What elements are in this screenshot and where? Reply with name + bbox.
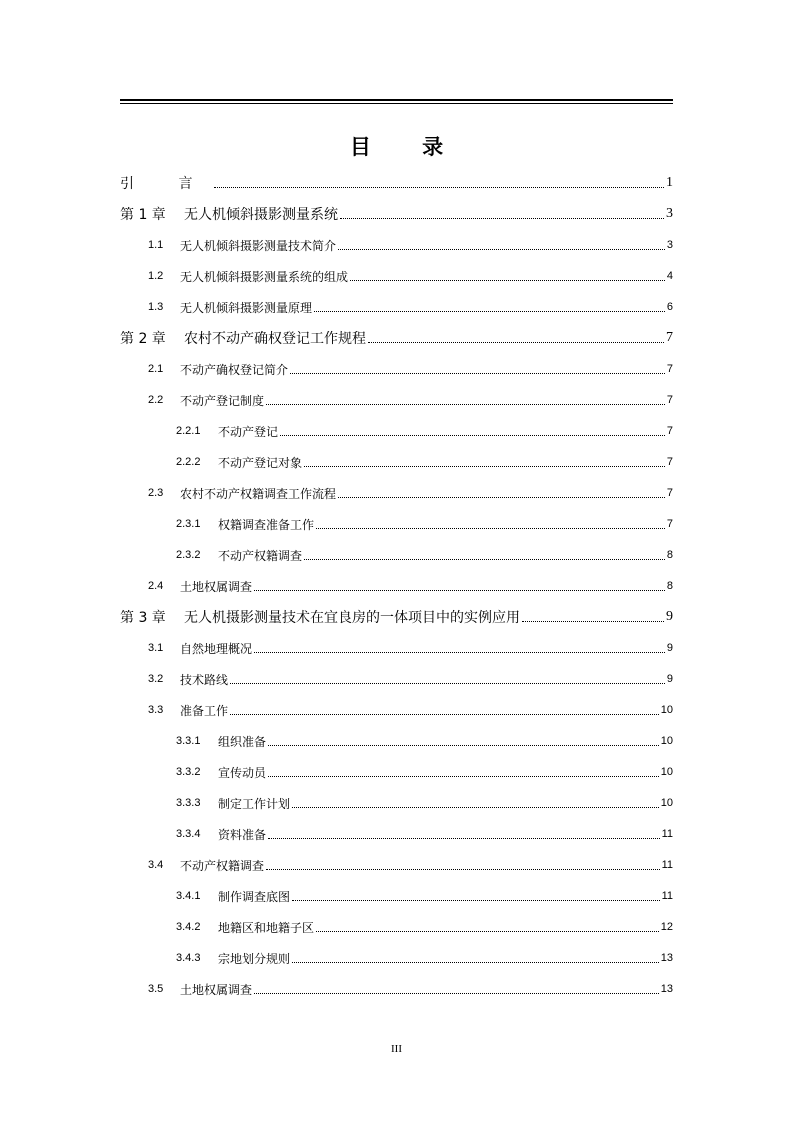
header-rule-thin [120, 103, 673, 104]
toc-leader-dots [254, 993, 659, 994]
toc-entry-1-3[interactable] [120, 296, 673, 318]
toc-entry-number: 3.1 [148, 642, 164, 654]
toc-leader-dots [350, 280, 665, 281]
toc-entry-2-3-1[interactable] [120, 513, 673, 535]
toc-entry-number: 3.4.2 [176, 921, 201, 933]
toc-entry-2-2-1[interactable] [120, 420, 673, 442]
toc-entry-label: 农村不动产确权登记工作规程 [184, 331, 366, 347]
toc-leader-dots [304, 466, 665, 467]
toc-leader-dots [338, 497, 665, 498]
toc-leader-dots [292, 807, 659, 808]
toc-leader-dots [338, 249, 665, 250]
toc-entry-label: 无人机摄影测量技术在宜良房的一体项目中的实例应用 [184, 610, 520, 626]
toc-entry-3-1[interactable] [120, 637, 673, 659]
toc-entry-page: 10 [660, 797, 673, 809]
toc-entry-label: 不动产确权登记简介 [180, 362, 289, 377]
toc-entry-page: 11 [661, 859, 673, 871]
toc-entry-chapter-1[interactable] [120, 203, 673, 225]
toc-entry-number: 3.3.3 [176, 797, 201, 809]
toc-entry-page: 13 [660, 952, 673, 964]
toc-entry-label: 无人机倾斜摄影测量技术简介 [180, 238, 337, 253]
toc-entry-3-3-2[interactable] [120, 761, 673, 783]
toc-leader-dots [230, 683, 665, 684]
toc-leader-dots [368, 342, 664, 343]
toc-leader-dots [230, 714, 659, 715]
toc-entry-label: 无人机倾斜摄影测量系统 [184, 207, 338, 223]
toc-entry-number: 2.2.1 [176, 425, 201, 437]
toc-leader-dots [292, 962, 659, 963]
toc-entry-number: 1.3 [148, 301, 164, 313]
page-number-footer: III [391, 1043, 402, 1055]
toc-entry-page: 7 [666, 363, 673, 375]
toc-entry-page: 9 [666, 673, 673, 685]
toc-entry-2-2-2[interactable] [120, 451, 673, 473]
toc-entry-number: 2.2.2 [176, 456, 201, 468]
toc-entry-number: 3.4 [148, 859, 164, 871]
toc-entry-label: 技术路线 [180, 672, 229, 687]
toc-entry-page: 11 [661, 828, 673, 840]
toc-entry-3-4[interactable] [120, 854, 673, 876]
toc-leader-dots [268, 776, 659, 777]
toc-entry-page: 6 [666, 301, 673, 313]
toc-leader-dots [314, 311, 665, 312]
toc-entry-page: 8 [666, 580, 673, 592]
toc-entry-number: 3.4.1 [176, 890, 201, 902]
toc-entry-label: 引 言 [120, 176, 213, 192]
toc-entry-1-1[interactable] [120, 234, 673, 256]
toc-entry-number: 1.2 [148, 270, 164, 282]
toc-leader-dots [268, 745, 659, 746]
toc-entry-page: 10 [660, 766, 673, 778]
toc-entry-page: 8 [666, 549, 673, 561]
toc-entry-label: 不动产登记 [218, 424, 279, 439]
toc-entry-page: 7 [666, 394, 673, 406]
toc-entry-page: 9 [666, 642, 673, 654]
toc-entry-3-4-1[interactable] [120, 885, 673, 907]
toc-entry-label: 宣传动员 [218, 765, 267, 780]
toc-leader-dots [316, 931, 659, 932]
toc-entry-label: 农村不动产权籍调查工作流程 [180, 486, 337, 501]
toc-entry-3-5[interactable] [120, 978, 673, 1000]
toc-leader-dots [292, 900, 660, 901]
toc-entry-label: 无人机倾斜摄影测量原理 [180, 300, 313, 315]
toc-entry-label: 不动产登记对象 [218, 455, 303, 470]
toc-entry-page: 7 [666, 518, 673, 530]
toc-entry-page: 11 [661, 890, 673, 902]
toc-entry-page: 10 [660, 704, 673, 716]
toc-entry-3-4-2[interactable] [120, 916, 673, 938]
toc-entry-page: 7 [666, 425, 673, 437]
toc-entry-page: 4 [666, 270, 673, 282]
toc-entry-number: 3.3.1 [176, 735, 201, 747]
toc-entry-label: 资料准备 [218, 827, 267, 842]
toc-entry-3-3-1[interactable] [120, 730, 673, 752]
toc-entry-label: 准备工作 [180, 703, 229, 718]
toc-entry-2-2[interactable] [120, 389, 673, 411]
toc-entry-number: 2.2 [148, 394, 164, 406]
toc-entry-3-3-4[interactable] [120, 823, 673, 845]
toc-entry-3-2[interactable] [120, 668, 673, 690]
toc-leader-dots [522, 621, 664, 622]
toc-leader-dots [304, 559, 665, 560]
toc-leader-dots [266, 404, 665, 405]
toc-leader-dots [254, 590, 665, 591]
toc-entry-2-4[interactable] [120, 575, 673, 597]
toc-leader-dots [266, 869, 660, 870]
toc-entry-page: 7 [666, 330, 673, 345]
toc-entry-label: 权籍调查准备工作 [218, 517, 315, 532]
toc-entry-page: 7 [666, 487, 673, 499]
toc-entry-page: 10 [660, 735, 673, 747]
toc-entry-page: 3 [666, 239, 673, 251]
toc-entry-page: 12 [660, 921, 673, 933]
toc-leader-dots [268, 838, 660, 839]
toc-entry-label: 无人机倾斜摄影测量系统的组成 [180, 269, 349, 284]
toc-entry-number: 2.3.1 [176, 518, 201, 530]
toc-entry-number: 3.4.3 [176, 952, 201, 964]
toc-entry-chapter-2[interactable] [120, 327, 673, 349]
toc-entry-label: 自然地理概况 [180, 641, 253, 656]
toc-entry-label: 组织准备 [218, 734, 267, 749]
toc-entry-number: 1.1 [148, 239, 164, 251]
toc-entry-chapter-3[interactable] [120, 606, 673, 628]
toc-entry-number: 3.2 [148, 673, 164, 685]
toc-entry-number: 3.3 [148, 704, 164, 716]
toc-entry-number: 2.4 [148, 580, 164, 592]
toc-entry-2-3-2[interactable] [120, 544, 673, 566]
toc-entry-number: 2.3.2 [176, 549, 201, 561]
toc-entry-page: 13 [660, 983, 673, 995]
toc-entry-number: 2.3 [148, 487, 164, 499]
toc-entry-number: 3.3.4 [176, 828, 201, 840]
page-title: 目 录 [349, 135, 466, 159]
header-rule-thick [120, 99, 673, 101]
toc-leader-dots [340, 218, 664, 219]
toc-entry-number: 第 1 章 [120, 207, 166, 223]
toc-entry-page: 7 [666, 456, 673, 468]
toc-entry-2-3[interactable] [120, 482, 673, 504]
toc-entry-page: 1 [666, 175, 673, 190]
toc-entry-label: 不动产登记制度 [180, 393, 265, 408]
toc-leader-dots [280, 435, 665, 436]
toc-entry-number: 3.3.2 [176, 766, 201, 778]
toc-leader-dots [254, 652, 665, 653]
toc-entry-label: 土地权属调查 [180, 982, 253, 997]
toc-entry-3-3-3[interactable] [120, 792, 673, 814]
toc-entry-label: 制定工作计划 [218, 796, 291, 811]
toc-entry-number: 2.1 [148, 363, 164, 375]
toc-entry-label: 不动产权籍调查 [218, 548, 303, 563]
toc-leader-dots [316, 528, 665, 529]
toc-entry-number: 第 3 章 [120, 610, 166, 626]
toc-entry-label: 宗地划分规则 [218, 951, 291, 966]
toc-entry-3-3[interactable] [120, 699, 673, 721]
toc-leader-dots [290, 373, 665, 374]
toc-entry-label: 地籍区和地籍子区 [218, 920, 315, 935]
toc-entry-number: 3.5 [148, 983, 164, 995]
toc-entry-intro[interactable] [120, 172, 673, 194]
toc-entry-label: 制作调查底图 [218, 889, 291, 904]
toc-entry-2-1[interactable] [120, 358, 673, 380]
toc-entry-3-4-3[interactable] [120, 947, 673, 969]
toc-entry-page: 3 [666, 206, 673, 221]
toc-leader-dots [214, 187, 664, 188]
toc-entry-label: 不动产权籍调查 [180, 858, 265, 873]
toc-entry-number: 第 2 章 [120, 331, 166, 347]
toc-entry-1-2[interactable] [120, 265, 673, 287]
toc-entry-label: 土地权属调查 [180, 579, 253, 594]
toc-entry-page: 9 [666, 609, 673, 624]
